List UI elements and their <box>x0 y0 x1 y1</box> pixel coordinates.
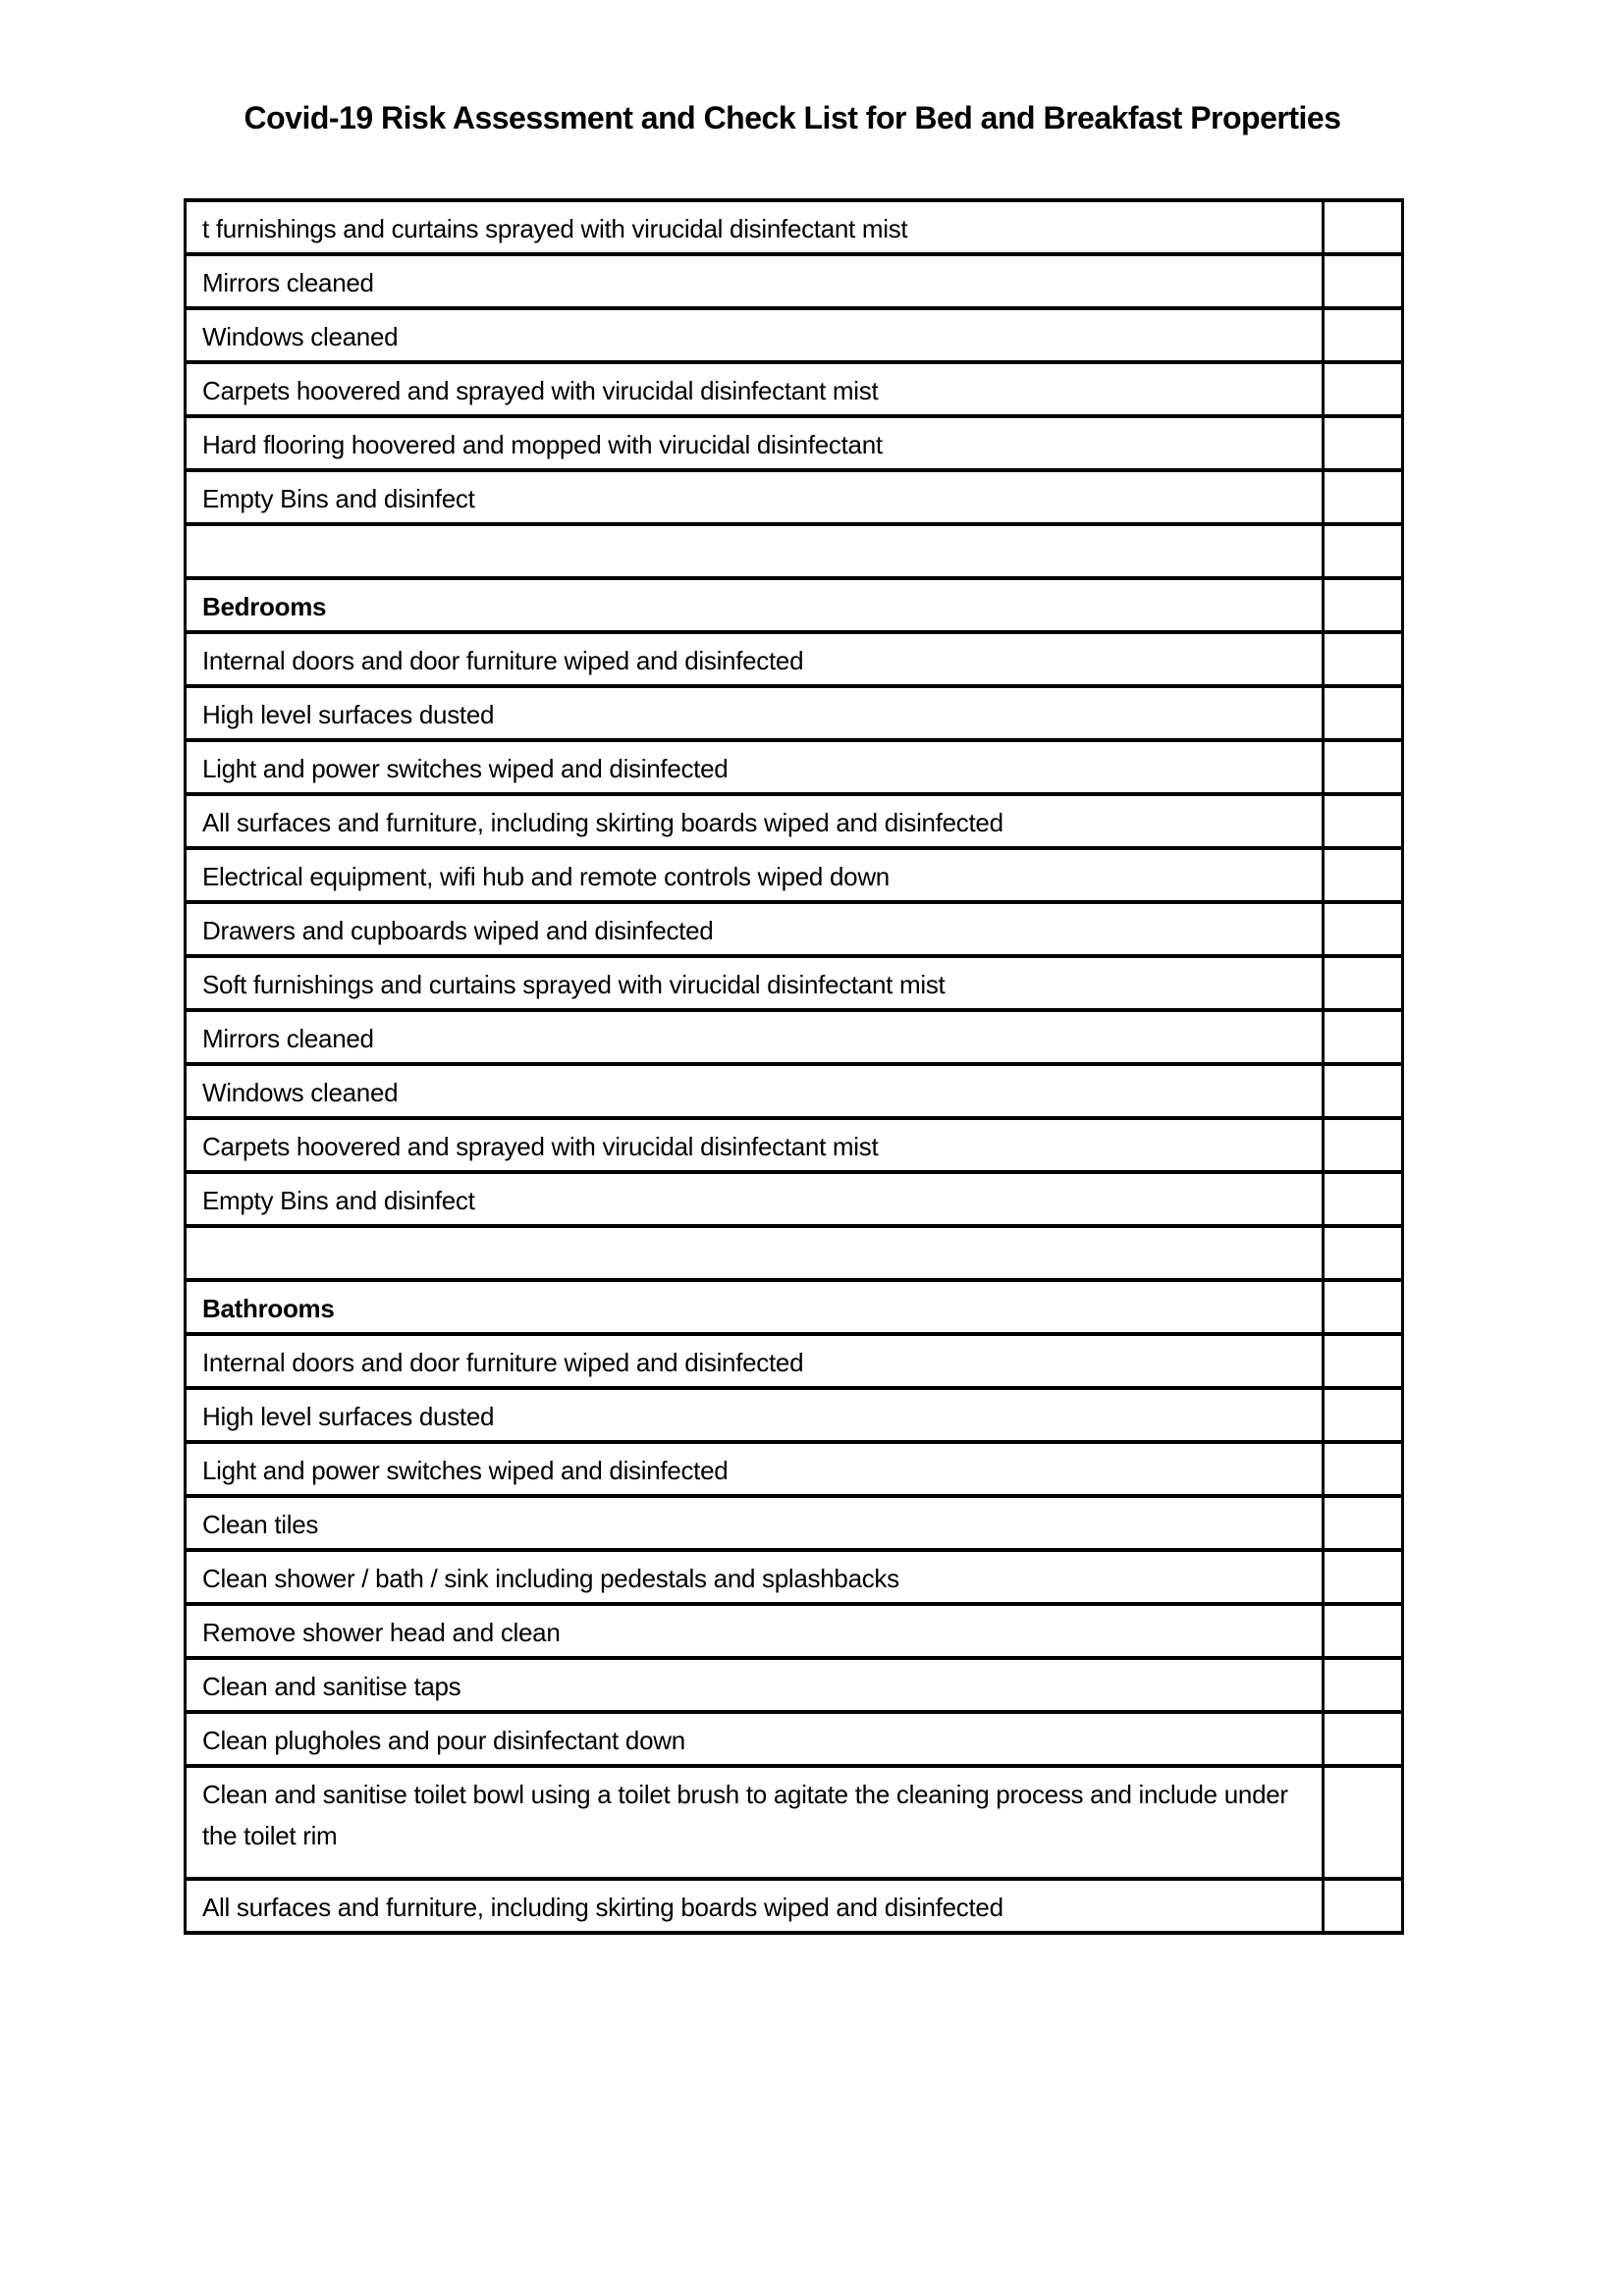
check-cell[interactable] <box>1324 686 1403 740</box>
table-row <box>186 254 1403 308</box>
check-cell[interactable] <box>1324 1064 1403 1118</box>
check-cell[interactable] <box>1324 956 1403 1010</box>
check-cell[interactable] <box>1324 632 1403 686</box>
task-cell: Clean plugholes and pour disinfectant down <box>186 1712 1324 1766</box>
check-cell[interactable] <box>1324 1658 1403 1712</box>
table-row <box>186 902 1403 956</box>
check-cell[interactable] <box>1324 1388 1403 1442</box>
task-cell: Mirrors cleaned <box>186 254 1324 308</box>
check-cell[interactable] <box>1324 1334 1403 1388</box>
table-row <box>186 1388 1403 1442</box>
check-cell[interactable] <box>1324 524 1403 578</box>
table-row <box>186 1712 1403 1766</box>
section-header-row <box>186 578 1403 632</box>
check-cell[interactable] <box>1324 308 1403 362</box>
task-cell <box>186 524 1324 578</box>
check-cell[interactable] <box>1324 1550 1403 1604</box>
task-cell: High level surfaces dusted <box>186 686 1324 740</box>
task-cell: Drawers and cupboards wiped and disinfected <box>186 902 1324 956</box>
task-cell: t furnishings and curtains sprayed with virucidal disinfectant mist <box>186 200 1324 254</box>
table-row <box>186 1118 1403 1172</box>
task-cell: Clean shower / bath / sink including pedestals and splashbacks <box>186 1550 1324 1604</box>
table-row <box>186 686 1403 740</box>
table-row <box>186 632 1403 686</box>
check-cell[interactable] <box>1324 1226 1403 1280</box>
check-cell[interactable] <box>1324 1442 1403 1496</box>
checklist-table <box>184 198 1404 1935</box>
table-row <box>186 794 1403 848</box>
table-row <box>186 470 1403 524</box>
table-row <box>186 848 1403 902</box>
task-cell: Hard flooring hoovered and mopped with virucidal disinfectant <box>186 416 1324 470</box>
task-cell: High level surfaces dusted <box>186 1388 1324 1442</box>
task-cell: Internal doors and door furniture wiped and disinfected <box>186 1334 1324 1388</box>
check-cell[interactable] <box>1324 1879 1403 1933</box>
table-row <box>186 956 1403 1010</box>
section-header-cell: Bathrooms <box>186 1280 1324 1334</box>
check-cell[interactable] <box>1324 794 1403 848</box>
check-cell[interactable] <box>1324 578 1403 632</box>
table-row <box>186 1496 1403 1550</box>
check-cell[interactable] <box>1324 254 1403 308</box>
task-cell: Carpets hoovered and sprayed with virucidal disinfectant mist <box>186 1118 1324 1172</box>
table-row <box>186 1766 1403 1879</box>
task-cell: Clean tiles <box>186 1496 1324 1550</box>
check-cell[interactable] <box>1324 470 1403 524</box>
check-cell[interactable] <box>1324 1712 1403 1766</box>
check-cell[interactable] <box>1324 1172 1403 1226</box>
table-row <box>186 1442 1403 1496</box>
table-row <box>186 416 1403 470</box>
table-row <box>186 1334 1403 1388</box>
check-cell[interactable] <box>1324 1496 1403 1550</box>
task-cell: Clean and sanitise toilet bowl using a toilet brush to agitate the cleaning process and include under the toilet rim <box>186 1766 1324 1879</box>
table-row <box>186 740 1403 794</box>
table-row <box>186 1010 1403 1064</box>
task-cell: Mirrors cleaned <box>186 1010 1324 1064</box>
task-cell: Light and power switches wiped and disinfected <box>186 740 1324 794</box>
checklist-table-body <box>186 200 1403 1933</box>
table-row <box>186 1064 1403 1118</box>
task-cell: Carpets hoovered and sprayed with virucidal disinfectant mist <box>186 362 1324 416</box>
task-cell: Light and power switches wiped and disinfected <box>186 1442 1324 1496</box>
task-cell: Remove shower head and clean <box>186 1604 1324 1658</box>
check-cell[interactable] <box>1324 1280 1403 1334</box>
task-cell: All surfaces and furniture, including skirting boards wiped and disinfected <box>186 1879 1324 1933</box>
task-cell: Internal doors and door furniture wiped and disinfected <box>186 632 1324 686</box>
table-row <box>186 200 1403 254</box>
table-row <box>186 362 1403 416</box>
task-cell: Empty Bins and disinfect <box>186 470 1324 524</box>
check-cell[interactable] <box>1324 848 1403 902</box>
page-title: Covid-19 Risk Assessment and Check List for Bed and Breakfast Properties <box>244 100 1341 135</box>
task-cell: Clean and sanitise taps <box>186 1658 1324 1712</box>
task-cell: Windows cleaned <box>186 308 1324 362</box>
task-cell <box>186 1226 1324 1280</box>
table-row <box>186 1172 1403 1226</box>
task-cell: Soft furnishings and curtains sprayed with virucidal disinfectant mist <box>186 956 1324 1010</box>
table-row <box>186 1226 1403 1280</box>
check-cell[interactable] <box>1324 416 1403 470</box>
check-cell[interactable] <box>1324 1010 1403 1064</box>
task-cell: Electrical equipment, wifi hub and remote controls wiped down <box>186 848 1324 902</box>
task-cell: Empty Bins and disinfect <box>186 1172 1324 1226</box>
section-header-cell: Bedrooms <box>186 578 1324 632</box>
task-cell: Windows cleaned <box>186 1064 1324 1118</box>
check-cell[interactable] <box>1324 362 1403 416</box>
table-row <box>186 1604 1403 1658</box>
table-row <box>186 1550 1403 1604</box>
check-cell[interactable] <box>1324 740 1403 794</box>
check-cell[interactable] <box>1324 1118 1403 1172</box>
section-header-row <box>186 1280 1403 1334</box>
table-row <box>186 308 1403 362</box>
check-cell[interactable] <box>1324 902 1403 956</box>
table-row <box>186 1879 1403 1933</box>
table-row <box>186 524 1403 578</box>
task-cell: All surfaces and furniture, including skirting boards wiped and disinfected <box>186 794 1324 848</box>
table-row <box>186 1658 1403 1712</box>
check-cell[interactable] <box>1324 200 1403 254</box>
check-cell[interactable] <box>1324 1604 1403 1658</box>
check-cell[interactable] <box>1324 1766 1403 1879</box>
